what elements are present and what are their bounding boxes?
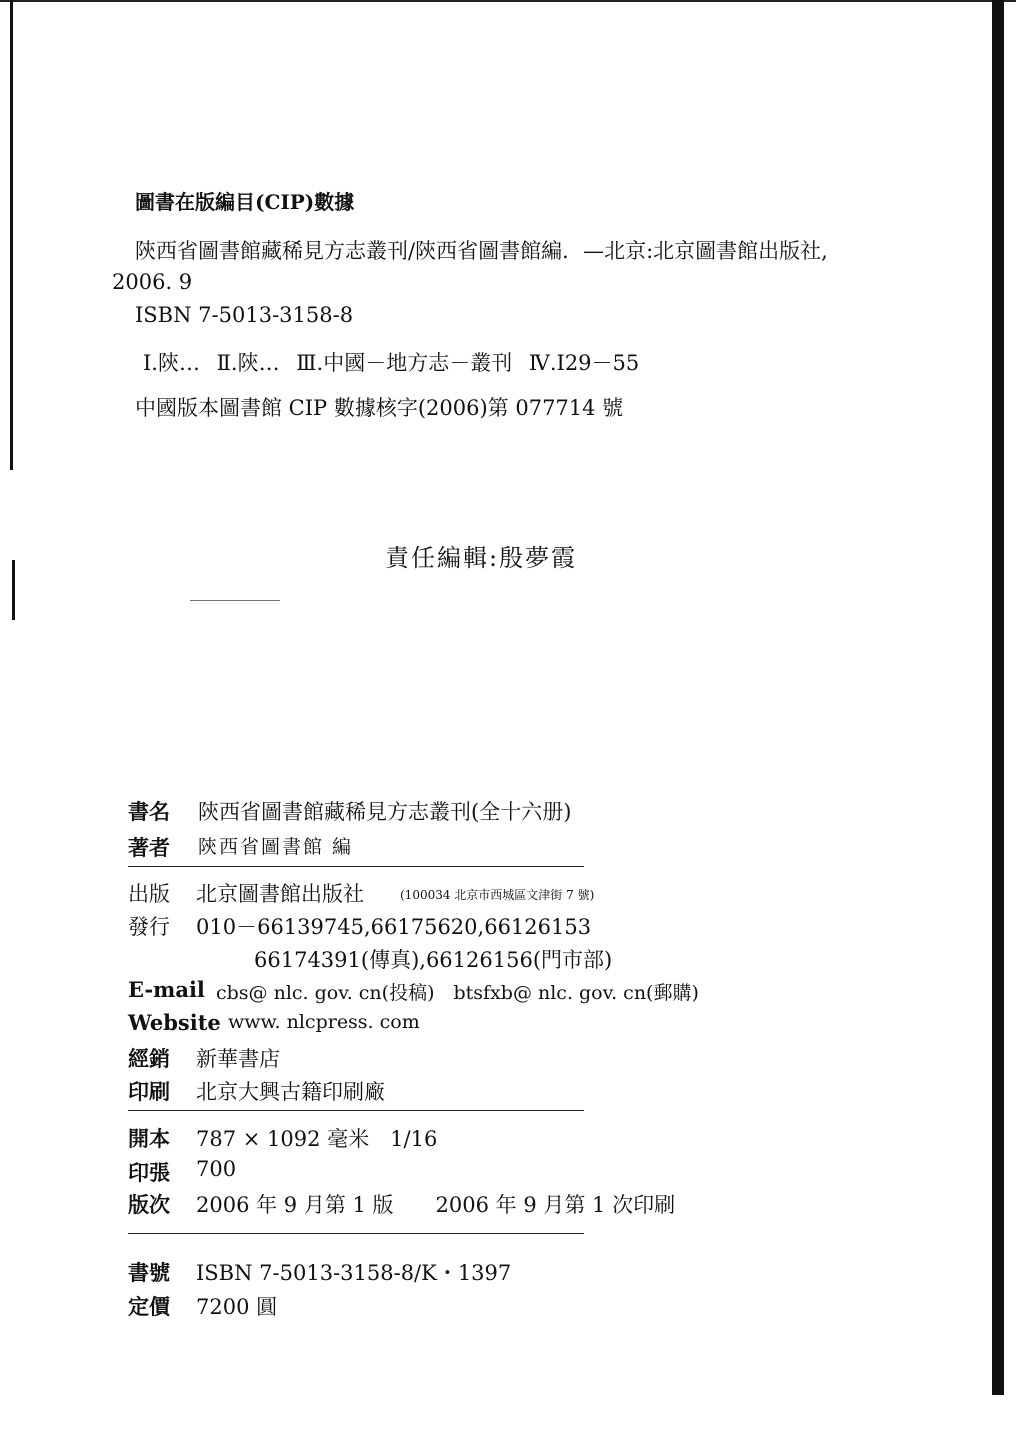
price-label: 定價 (128, 1294, 170, 1319)
publisher-value: 北京圖書館出版社 (196, 882, 364, 906)
website-value: www. nlcpress. com (228, 1011, 420, 1033)
scan-border-top (0, 0, 1016, 2)
scan-mark (190, 600, 280, 601)
email-label: E-mail (128, 977, 205, 1002)
scan-border-left-lower (12, 560, 15, 620)
book-name-label: 書名 (128, 799, 170, 824)
book-number-label: 書號 (128, 1260, 170, 1285)
seller-value: 新華書店 (196, 1047, 280, 1071)
cip-date: 2006. 9 (112, 270, 193, 294)
divider-2 (128, 1110, 584, 1111)
distribution-label: 發行 (128, 915, 170, 939)
scan-border-left (10, 0, 13, 470)
website-label: Website (128, 1010, 221, 1035)
distribution-phone-2: 66174391(傳真),66126156(門市部) (254, 948, 613, 972)
author-label: 著者 (128, 835, 170, 860)
printer-label: 印刷 (128, 1079, 170, 1104)
printer-value: 北京大興古籍印刷廠 (196, 1080, 385, 1104)
sheets-label: 印張 (128, 1160, 170, 1185)
book-name-value: 陝西省圖書館藏稀見方志叢刊(全十六册) (198, 800, 572, 824)
sheets-value: 700 (196, 1157, 237, 1181)
cip-record: 中國版本圖書館 CIP 數據核字(2006)第 077714 號 (135, 396, 624, 420)
publisher-label: 出版 (128, 882, 170, 906)
publisher-address: (100034 北京市西城區文津街 7 號) (400, 888, 595, 902)
cip-title-line: 陝西省圖書館藏稀見方志叢刊/陝西省圖書館編．—北京:北京圖書館出版社, (135, 239, 828, 263)
cip-heading: 圖書在版編目(CIP)數據 (135, 190, 355, 214)
divider-1 (128, 866, 584, 867)
responsible-editor: 責任編輯:殷夢霞 (385, 544, 578, 572)
cip-isbn: ISBN 7-5013-3158-8 (135, 303, 354, 327)
edition-value: 2006 年 9 月第 1 版 2006 年 9 月第 1 次印刷 (196, 1193, 676, 1217)
scan-border-right (992, 0, 1004, 1395)
seller-label: 經銷 (128, 1046, 170, 1071)
format-value: 787 × 1092 毫米 1/16 (196, 1127, 438, 1151)
format-label: 開本 (128, 1126, 170, 1151)
edition-label: 版次 (128, 1192, 170, 1217)
email-value: cbs@ nlc. gov. cn(投稿) btsfxb@ nlc. gov. cn(郵購) (216, 982, 699, 1004)
divider-3 (128, 1233, 584, 1234)
distribution-phone-1: 010－66139745,66175620,66126153 (196, 915, 592, 939)
price-value: 7200 圓 (196, 1295, 278, 1319)
cip-classification: Ⅰ.陝… Ⅱ.陝… Ⅲ.中國－地方志－叢刊 Ⅳ.I29－55 (143, 351, 640, 375)
book-number-value: ISBN 7-5013-3158-8/K・1397 (196, 1261, 512, 1285)
author-value: 陝西省圖書館 編 (198, 836, 354, 858)
